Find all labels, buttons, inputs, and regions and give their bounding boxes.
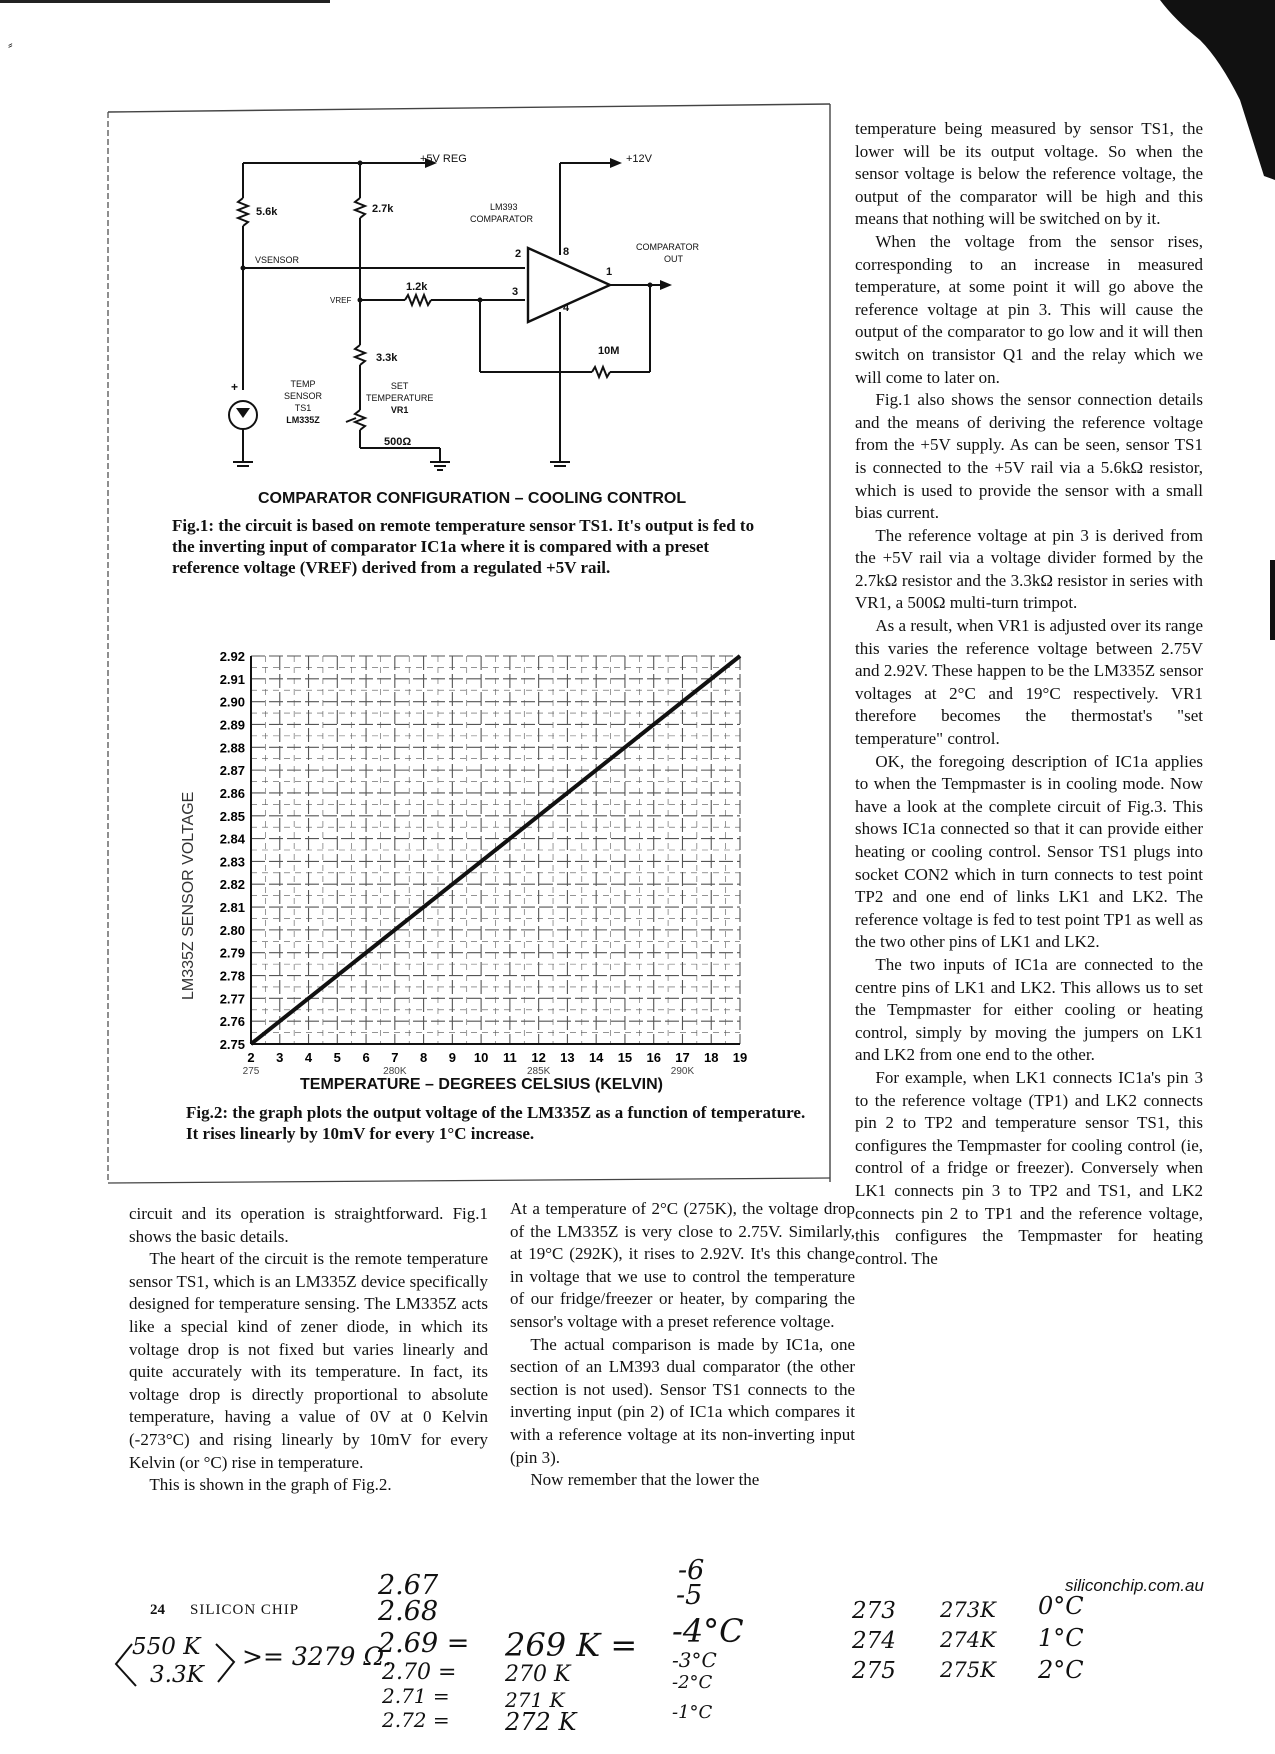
label-vsensor: VSENSOR [255,255,300,265]
x-tick-label: 2 [247,1050,255,1065]
hand-272k: 272 K [505,1708,577,1736]
hand-274k: 274K [940,1628,996,1652]
y-tick-label: 2.84 [219,831,245,847]
x-tick-label: 5 [333,1050,341,1065]
label-500-ohm: 500Ω [384,436,412,448]
y-tick-label: 2.92 [219,649,245,664]
label-12v: +12V [626,153,652,165]
y-tick-label: 2.76 [219,1014,245,1030]
fig1-caption: Fig.1: the circuit is based on remote temperature sensor TS1. It's output is fed to the inverting input of comparator IC1a where it is compared with a preset reference voltage (VREF) derived from a regulated +5V rail. [172,516,755,577]
x-tick-label: 11 [503,1050,517,1065]
y-tick-label: 2.81 [219,900,245,916]
x-tick-label: 15 [617,1050,633,1065]
chart-ylabel: LM335Z SENSOR VOLTAGE [180,791,197,1000]
x-tick-label: 14 [588,1050,604,1065]
label-comparator-out-2: OUT [664,254,683,264]
hand-550k: 550 K [132,1634,201,1660]
hand-3279-ohm: >= 3279 Ω. [242,1642,393,1671]
paragraph: The heart of the circuit is the remote temperature sensor TS1, which is an LM335Z device specifically designed for temperature sensing. The LM335Z acts like a special kind of zener diode, in which its voltage drop is not fixed but varies linearly and quite accurately with its temperature. In fact, its voltage drop is directly proportional to absolute temperature, having a value of 0V at 0 Kelvin (-273°C) and rising linearly by 10mV for every Kelvin (or °C) rise in temperature. [129,1249,488,1472]
label-plus: + [231,380,239,394]
paragraph: The reference voltage at pin 3 is derived from the +5V rail via a voltage divider formed by the 2.7kΩ resistor and the 3.3kΩ resistor in series with VR1, a 500Ω multi-turn trimpot. [855,525,1203,613]
hand-minus-5: -5 [676,1580,703,1611]
hand-minus-6: -6 [678,1555,705,1586]
kelvin-tick-label: 275 [242,1066,260,1077]
label-comparator: COMPARATOR [470,214,534,224]
label-5-6k: 5.6k [256,206,278,218]
label-comparator-out-1: COMPARATOR [636,242,700,252]
kelvin-tick-label: 290K [670,1066,695,1077]
paragraph: Fig.1 also shows the sensor connection details and the means of deriving the reference voltage from the +5V supply. As can be seen, sensor TS1 is connected to the +5V rail via a 5.6kΩ resistor, which is used to provide the sensor with a small bias current. [855,390,1203,523]
label-pin4: 4 [563,302,570,314]
x-tick-label: 13 [560,1050,575,1065]
left-mark: ⸗ [8,38,13,53]
paragraph: This is shown in the graph of Fig.2. [149,1475,392,1495]
hand-minus-2c: -2°C [672,1672,713,1693]
label-set-temperature: SET TEMPERATURE VR1 [366,381,434,415]
x-tick-label: 19 [732,1050,748,1065]
paragraph: circuit and its operation is straightforward. Fig.1 shows the basic details. [129,1204,488,1246]
hand-minus-3c: -3°C [672,1648,717,1672]
hand-minus-4c: -4°C [672,1612,744,1650]
label-2-7k: 2.7k [372,203,394,215]
hand-2-69: 2.69 = [378,1628,470,1659]
hand-2-71: 2.71 = [382,1684,450,1708]
magazine-name: SILICON CHIP [190,1602,300,1618]
kelvin-tick-label: 280K [383,1066,407,1077]
x-tick-label: 10 [473,1050,489,1065]
paragraph: As a result, when VR1 is adjusted over its range this varies the reference voltage between 2.75V and 2.92V. These happen to be the LM335Z sensor voltages at 2°C and 19°C respectively. VR1 therefore becomes the thermostat's "set temperature" control. [855,616,1203,749]
y-tick-label: 2.91 [219,671,245,687]
y-tick-label: 2.80 [219,922,245,938]
x-tick-label: 7 [391,1050,399,1065]
label-vref: VREF [330,296,352,305]
kelvin-tick-label: 285K [526,1066,551,1077]
left-column [129,1203,488,1497]
label-1-2k: 1.2k [406,281,428,293]
paragraph: temperature being measured by sensor TS1, the lower will be its output voltage. So when the sensor voltage is below the reference voltage, the output of the comparator will be high and this means that nothing will be switched on by it. [855,119,1203,229]
x-tick-label: 9 [448,1050,456,1065]
label-lm393: LM393 [490,202,518,212]
label-pin1: 1 [606,266,613,278]
hand-2-72: 2.72 = [382,1708,450,1732]
hand-minus-1c: -1°C [672,1702,713,1723]
fig2-caption: Fig.2: the graph plots the output voltage of the LM335Z as a function of temperature. It rises linearly by 10mV for every 1°C increase. [186,1103,806,1143]
label-temp-sensor: TEMP SENSOR TS1 LM335Z [284,379,323,425]
hand-2-70: 2.70 = [382,1660,457,1685]
x-tick-label: 16 [646,1050,661,1065]
hand-0c: 0°C [1038,1592,1084,1620]
x-tick-label: 6 [362,1050,370,1065]
y-tick-label: 2.90 [219,694,245,710]
fig1-title: COMPARATOR CONFIGURATION – COOLING CONTROL [258,490,687,507]
hand-1c: 1°C [1038,1624,1084,1652]
x-tick-label: 4 [304,1050,313,1065]
chart-xlabel: TEMPERATURE – DEGREES CELSIUS (KELVIN) [300,1076,663,1093]
label-3-3k: 3.3k [376,352,398,364]
label-5v-reg: +5V REG [420,153,467,165]
hand-273: 273 [852,1598,896,1624]
hand-274: 274 [852,1628,896,1654]
label-pin3: 3 [512,286,519,298]
paragraph: Now remember that the lower the [530,1470,760,1490]
y-tick-label: 2.89 [219,717,245,733]
y-tick-label: 2.79 [219,945,245,961]
hand-270k: 270 K [505,1662,571,1687]
x-tick-label: 8 [419,1050,428,1065]
y-tick-label: 2.77 [219,991,245,1007]
page-number: 24 [150,1602,165,1618]
x-tick-label: 18 [704,1050,719,1065]
label-pin2: 2 [515,248,522,260]
paragraph: The actual comparison is made by IC1a, one section of an LM393 dual comparator (the other section is not used). Sensor TS1 connects to the inverting input (pin 2) of IC1a which compares it with a reference voltage at its non-inverting input (pin 3). [510,1334,855,1467]
site-url: siliconchip.com.au [1065,1576,1204,1595]
hand-275k: 275K [940,1658,996,1682]
right-column [855,118,1203,1270]
y-tick-label: 2.88 [219,740,245,756]
paragraph: At a temperature of 2°C (275K), the voltage drop of the LM335Z is very close to 2.75V. Similarly, at 19°C (292K), it rises to 2.92V. It's this change in voltage that we use to control the temperature of our fridge/freezer or heater, by comparing the sensor's voltage with a preset reference voltage. [510,1199,855,1331]
x-tick-label: 12 [531,1050,546,1065]
hand-275: 275 [852,1658,896,1684]
y-tick-label: 2.86 [219,785,245,801]
paragraph: When the voltage from the sensor rises, corresponding to an increase in measured temperature, at some point it will go above the reference voltage at pin 3. This will cause the output of the comparator to go low and it will then switch on transistor Q1 and the relay which we will come to later on. [855,231,1203,387]
x-tick-label: 17 [675,1050,690,1065]
x-tick-label: 3 [276,1050,284,1065]
hand-269k: 269 K = [505,1626,638,1664]
y-tick-label: 2.83 [219,854,245,870]
y-tick-label: 2.75 [219,1037,245,1052]
y-tick-label: 2.82 [219,877,245,893]
hand-2c: 2°C [1038,1656,1084,1684]
hand-2-68: 2.68 [378,1596,439,1627]
label-pin8: 8 [563,246,570,258]
hand-273k: 273K [940,1598,996,1622]
y-tick-label: 2.78 [219,968,245,984]
hand-brackets [110,1632,260,1702]
label-10m: 10M [598,345,620,357]
y-tick-label: 2.85 [219,808,245,824]
paragraph: For example, when LK1 connects IC1a's pin 3 to the reference voltage (TP1) and LK2 connects pin 2 to TP2 and temperature sensor TS1, this configures the Tempmaster for cooling control (ie, control of a fridge or freezer). Conversely when LK1 connects pin 3 to TP2 and TS1, and LK2 connects pin 2 to TP1 and the reference voltage, this configures the Tempmaster for heating control. The [855,1067,1203,1268]
hand-3-3k: 3.3K [150,1662,204,1688]
middle-column [510,1198,855,1492]
hand-2-67: 2.67 [378,1570,439,1601]
hand-271k: 271 K [505,1688,565,1712]
y-tick-label: 2.87 [219,763,245,779]
paragraph: OK, the foregoing description of IC1a applies to when the Tempmaster is in cooling mode. Now have a look at the complete circuit of Fig.3. This shows IC1a connected so that it can provide either heating or cooling control. Sensor TS1 plugs into socket CON2 which in turn connects to test point TP2 and one end of links LK1 and LK2. The reference voltage is fed to test point TP1 as well as the two other pins of LK1 and LK2. [855,751,1203,952]
paragraph: The two inputs of IC1a are connected to the centre pins of LK1 and LK2. This allows us to set the Tempmaster for either cooling or heating control, simply by moving the jumpers on LK1 and LK2 from one end to the other. [855,954,1203,1065]
